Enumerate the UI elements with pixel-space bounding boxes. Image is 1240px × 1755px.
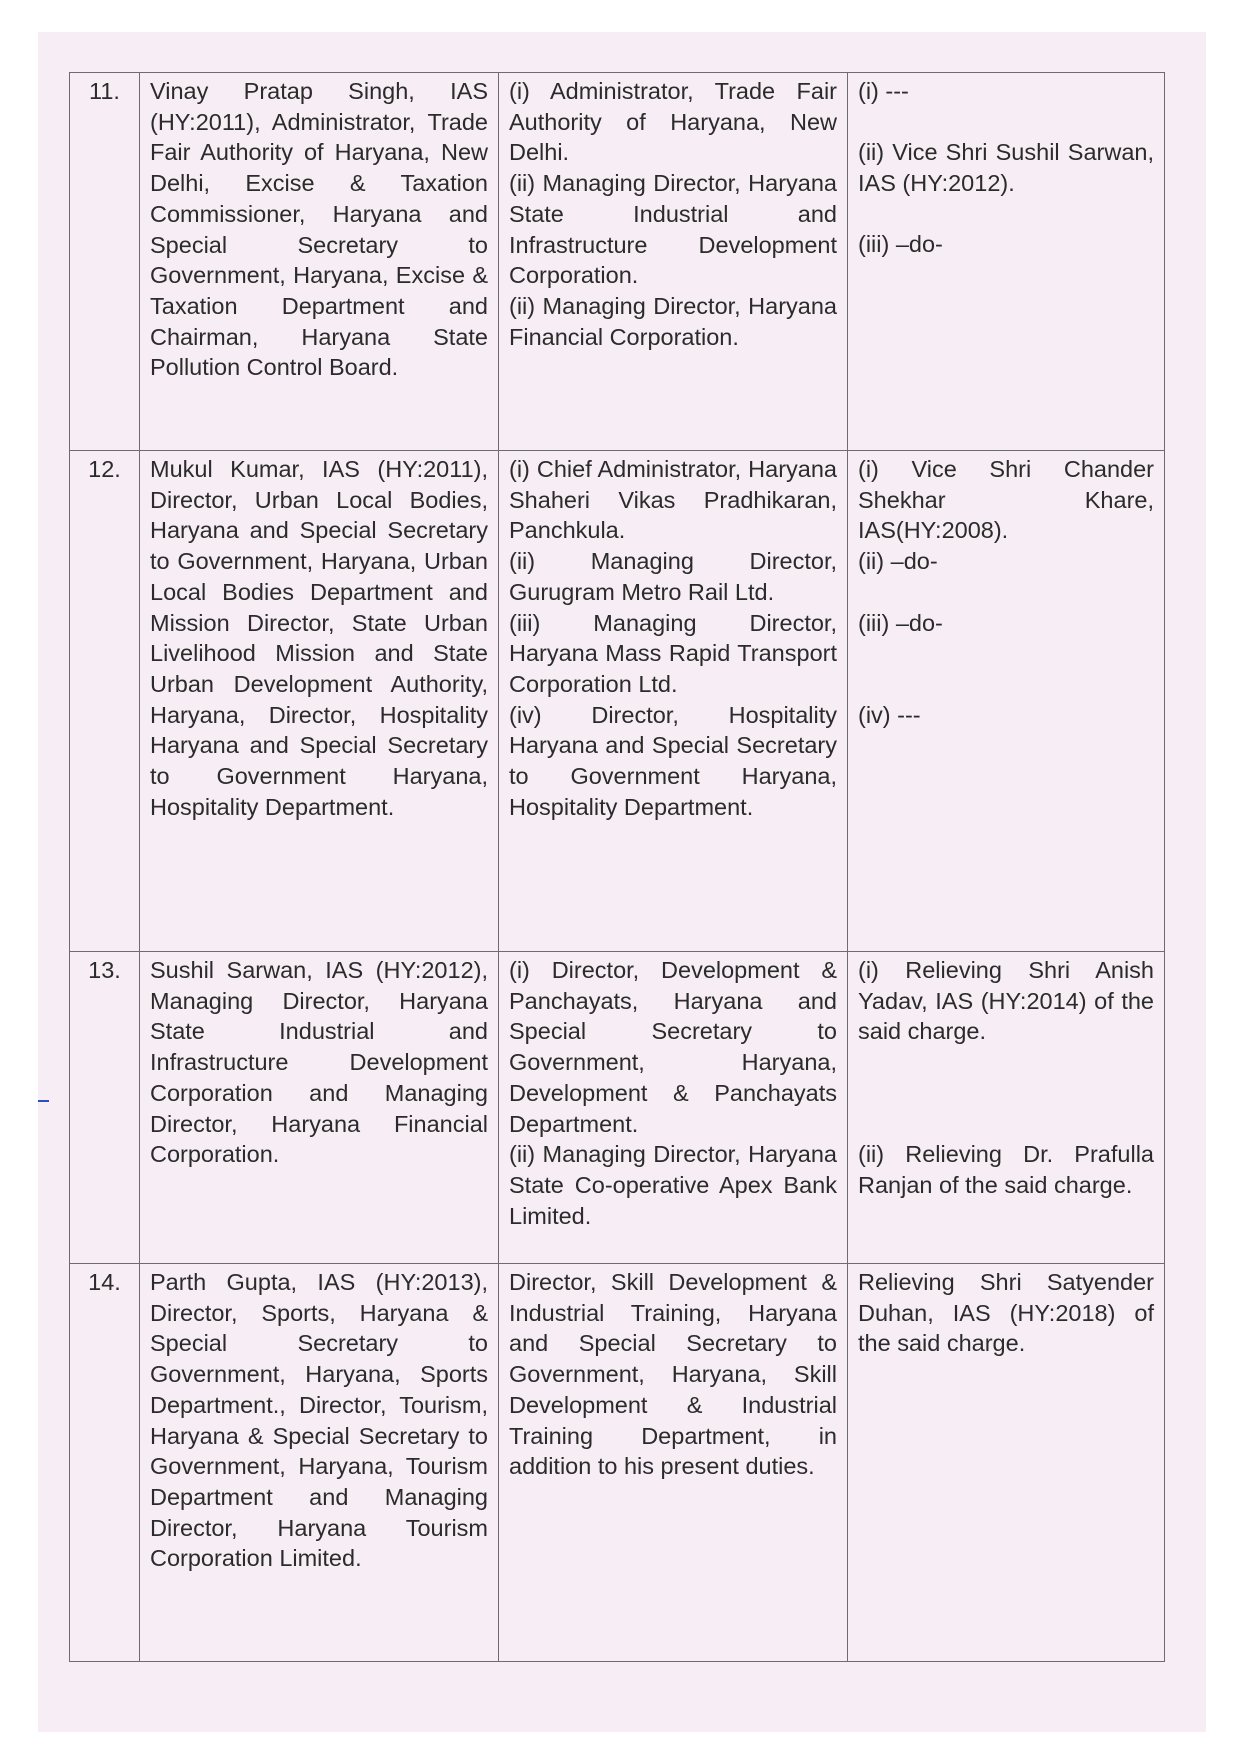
officer-details: Sushil Sarwan, IAS (HY:2012), Managing Director, Haryana State Industrial and Infrastructure Development Corporation and Managing Director, Haryana Financial Corporation. <box>140 952 499 1264</box>
remarks <box>848 73 1165 451</box>
remark-item: (i) --- <box>858 78 909 104</box>
remarks <box>848 1264 1165 1662</box>
new-posting <box>499 451 848 952</box>
row-number: 12. <box>70 451 140 952</box>
margin-mark <box>38 1100 49 1102</box>
remark-item: (iii) –do- <box>858 231 943 258</box>
remarks <box>848 952 1165 1264</box>
remark-item: (i) Relieving Shri Anish Yadav, IAS (HY:2014) of the said charge. <box>858 957 1154 1045</box>
officer-details: Mukul Kumar, IAS (HY:2011), Director, Urban Local Bodies, Haryana and Special Secretary to Government, Haryana, Urban Local Bodies Department and Mission Director, State Urban Livelihood Mission and State Urban Development Authority, Haryana, Director, Hospitality Haryana and Special Secretary to Government Haryana, Hospitality Department. <box>140 451 499 952</box>
posting-item: Director, Skill Development & Industrial Training, Haryana and Special Secretary to Government, Haryana, Skill Development & Industrial Training Department, in addition to his present duties. <box>509 1269 837 1480</box>
posting-table <box>69 72 1165 1662</box>
row-number: 11. <box>70 73 140 451</box>
table-row <box>70 952 1165 1264</box>
remark-item: (iv) --- <box>858 701 921 728</box>
posting-item: (ii) Managing Director, Haryana Financial Corporation. <box>509 292 837 350</box>
new-posting <box>499 952 848 1264</box>
remark-item: (ii) –do- <box>858 548 938 575</box>
remarks <box>848 451 1165 952</box>
posting-item: (i) Chief Administrator, Haryana Shaheri Vikas Pradhikaran, Panchkula. <box>509 456 837 544</box>
posting-item: (ii) Managing Director, Haryana State Co-operative Apex Bank Limited. <box>509 1141 837 1229</box>
row-number: 13. <box>70 952 140 1264</box>
remark-item: (iii) –do- <box>858 609 943 636</box>
posting-item: (ii) Managing Director, Haryana State Industrial and Infrastructure Development Corporation. <box>509 170 837 289</box>
remark-item: (ii) Vice Shri Sushil Sarwan, IAS (HY:2012). <box>858 139 1154 197</box>
table-row <box>70 1264 1165 1662</box>
row-number: 14. <box>70 1264 140 1662</box>
officer-details: Parth Gupta, IAS (HY:2013), Director, Sports, Haryana & Special Secretary to Government, Haryana, Sports Department., Director, Tourism, Haryana & Special Secretary to Government, Haryana, Tourism Department and Managing Director, Haryana Tourism Corporation Limited. <box>140 1264 499 1662</box>
new-posting <box>499 1264 848 1662</box>
posting-item: (ii) Managing Director, Gurugram Metro Rail Ltd. <box>509 548 837 605</box>
table-row <box>70 73 1165 451</box>
new-posting <box>499 73 848 451</box>
officer-details: Vinay Pratap Singh, IAS (HY:2011), Administrator, Trade Fair Authority of Haryana, New Delhi, Excise & Taxation Commissioner, Haryana and Special Secretary to Government, Haryana, Excise & Taxation Department and Chairman, Haryana State Pollution Control Board. <box>140 73 499 451</box>
remark-item: (i) Vice Shri Chander Shekhar Khare, IAS(HY:2008). <box>858 456 1154 544</box>
posting-item: (i) Director, Development & Panchayats, Haryana and Special Secretary to Government, Haryana, Development & Panchayats Department. <box>509 957 837 1137</box>
document-page <box>38 32 1206 1732</box>
posting-item: (iv) Director, Hospitality Haryana and Special Secretary to Government Haryana, Hospitality Department. <box>509 701 837 820</box>
remark-item: Relieving Shri Satyender Duhan, IAS (HY:2018) of the said charge. <box>858 1269 1154 1357</box>
posting-item: (iii) Managing Director, Haryana Mass Rapid Transport Corporation Ltd. <box>509 609 837 697</box>
table-row <box>70 451 1165 952</box>
remark-item: (ii) Relieving Dr. Prafulla Ranjan of the said charge. <box>858 1141 1154 1198</box>
posting-item: (i) Administrator, Trade Fair Authority of Haryana, New Delhi. <box>509 78 837 166</box>
